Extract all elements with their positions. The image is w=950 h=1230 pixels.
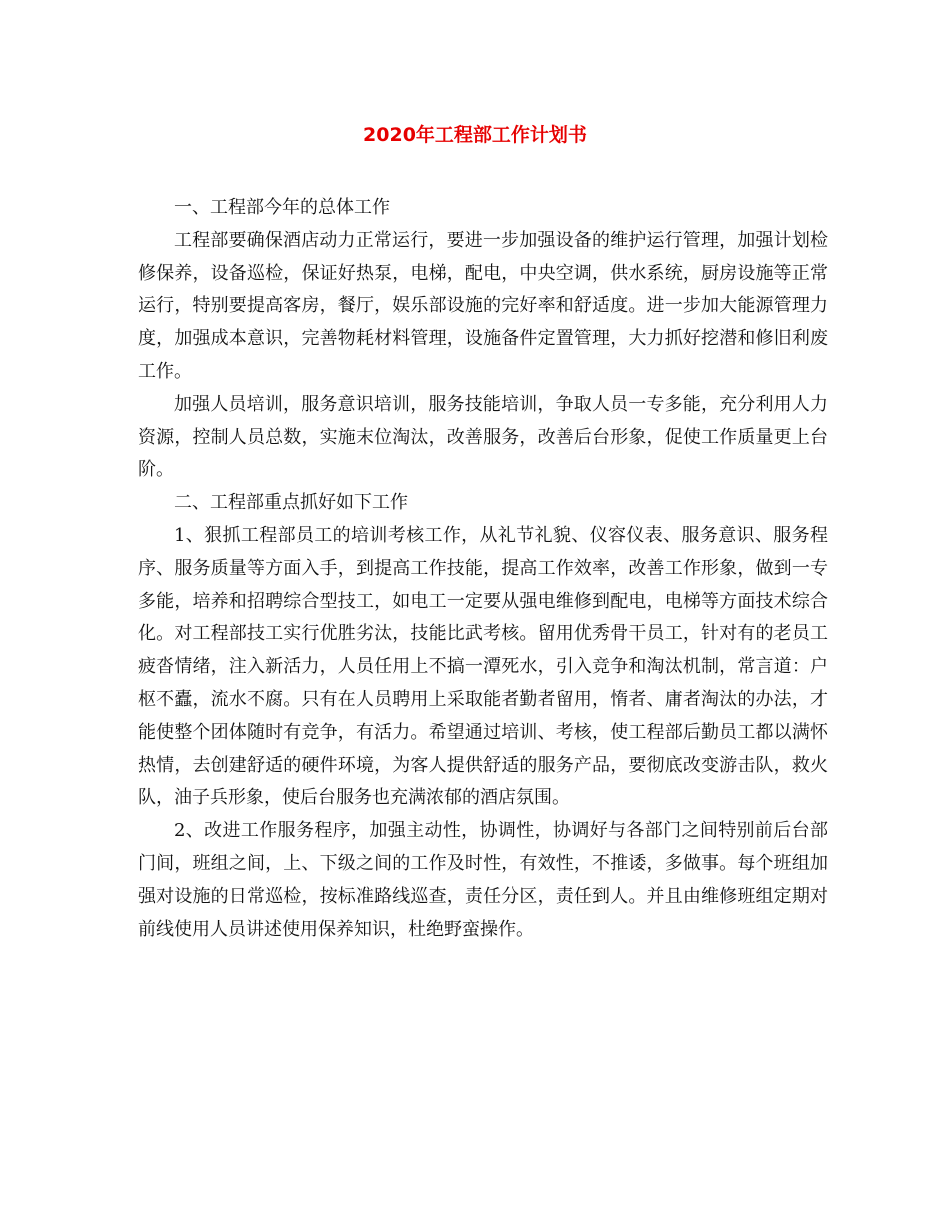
paragraph-equipment-management: 工程部要确保酒店动力正常运行，要进一步加强设备的维护运行管理，加强计划检修保养，设备巡检，保证好热泵，电梯，配电，中央空调，供水系统，厨房设施等正常运行，特别要提高客房，餐厅，娱乐部设施的完好率和舒适度。进一步加大能源管理力度，加强成本意识，完善物耗材料管理，设施备件定置管理，大力抓好挖潜和修旧利废工作。 [138,229,828,382]
paragraph-training-assessment: 1、狠抓工程部员工的培训考核工作，从礼节礼貌、仪容仪表、服务意识、服务程序、服务质量等方面入手，到提高工作技能，提高工作效率，改善工作形象，做到一专多能，培养和招聘综合型技工，如电工一定要从强电维修到配电，电梯等方面技术综合化。对工程部技工实行优胜劣汰，技能比武考核。留用优秀骨干员工，针对有的老员工疲沓情绪，注入新活力，人员任用上不搞一潭死水，引入竞争和淘汰机制，常言道：户枢不蠹，流水不腐。只有在人员聘用上采取能者勤者留用，惰者、庸者淘汰的办法，才能使整个团体随时有竞争，有活力。希望通过培训、考核，使工程部后勤员工都以满怀热情，去创建舒适的硬件环境，为客人提供舒适的服务产品，要彻底改变游击队，救火队，油子兵形象，使后台服务也充满浓郁的酒店氛围。 [138,524,828,809]
document-body [138,192,828,946]
paragraph-staff-training: 加强人员培训，服务意识培训，服务技能培训，争取人员一专多能，充分利用人力资源，控制人员总数，实施末位淘汰，改善服务，改善后台形象，促使工作质量更上台阶。 [138,393,828,481]
section-heading-key-tasks: 二、工程部重点抓好如下工作 [174,492,408,514]
paragraph-service-procedure: 2、改进工作服务程序，加强主动性，协调性，协调好与各部门之间特别前后台部门间，班组之间，上、下级之间的工作及时性，有效性，不推诿，多做事。每个班组加强对设施的日常巡检，按标准路线巡查，责任分区，责任到人。并且由维修班组定期对前线使用人员讲述使用保养知识，杜绝野蛮操作。 [138,820,828,940]
section-heading-overall-work: 一、工程部今年的总体工作 [174,197,390,218]
document-title: 2020年工程部工作计划书 [363,124,587,146]
